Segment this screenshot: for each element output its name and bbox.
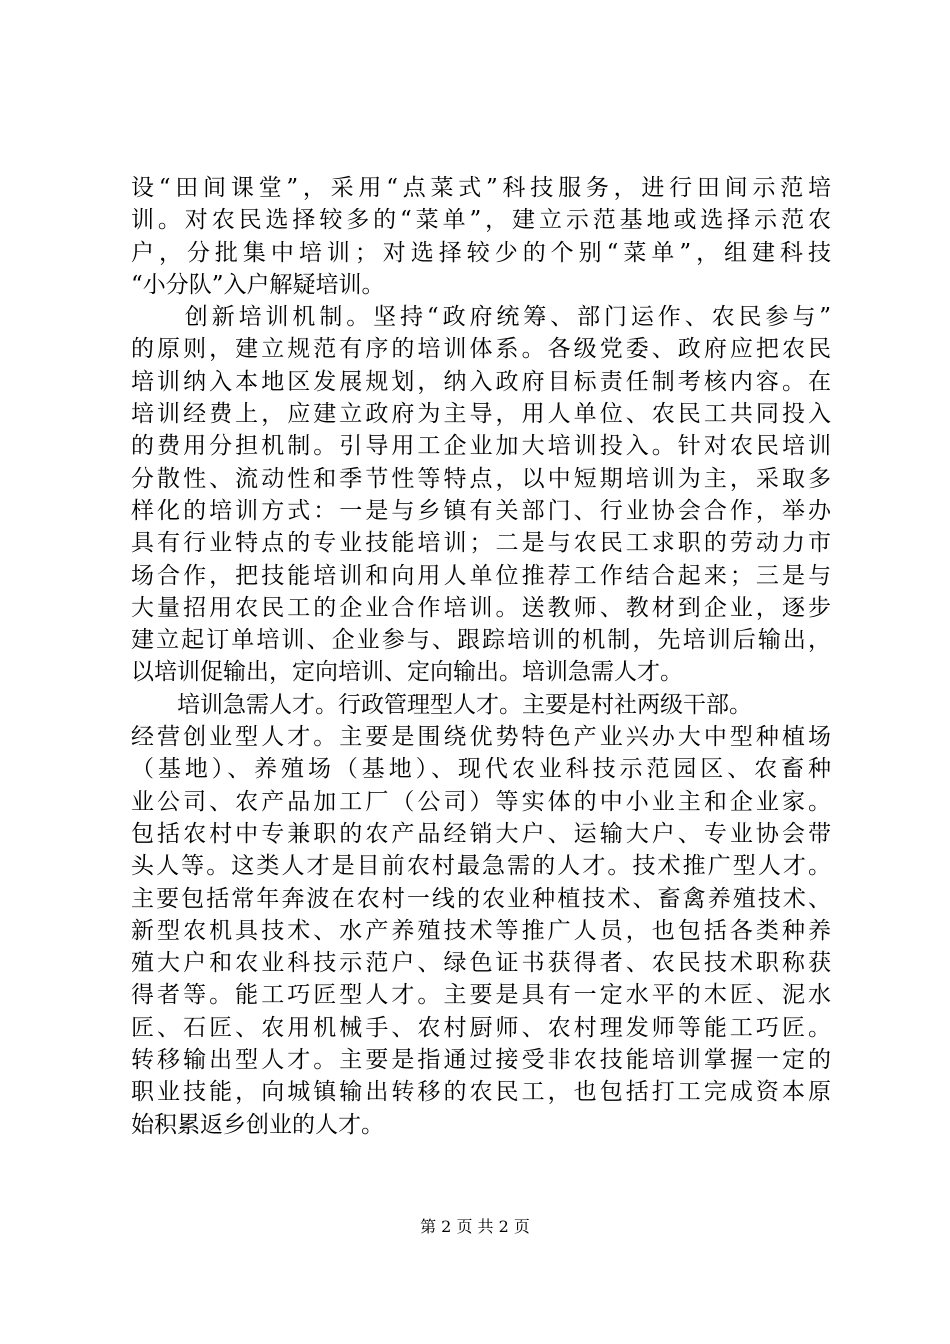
text-line: （基地）、养殖场（基地）、现代农业科技示范园区、农畜种: [131, 756, 831, 783]
text-line: 始积累返乡创业的人才。: [131, 1111, 384, 1138]
text-line: 户，分批集中培训；对选择较少的个别“菜单”，组建科技: [131, 239, 831, 266]
text-line: 转移输出型人才。主要是指通过接受非农技能培训掌握一定的: [131, 1047, 831, 1074]
text-line: 匠、石匠、农用机械手、农村厨师、农村理发师等能工巧匠。: [131, 1014, 831, 1041]
text-line: 业公司、农产品加工厂（公司）等实体的中小业主和企业家。: [131, 788, 831, 815]
text-line: 样化的培训方式：一是与乡镇有关部门、行业协会合作，举办: [131, 497, 831, 524]
text-line: 培训经费上，应建立政府为主导，用人单位、农民工共同投入: [131, 401, 831, 428]
text-line: 大量招用农民工的企业合作培训。送教师、教材到企业，逐步: [131, 594, 831, 621]
text-line: 分散性、流动性和季节性等特点，以中短期培训为主，采取多: [131, 465, 831, 492]
text-line: 培训急需人才。行政管理型人才。主要是村社两级干部。: [131, 691, 752, 718]
text-line: 场合作，把技能培训和向用人单位推荐工作结合起来；三是与: [131, 562, 831, 589]
text-line: 包括农村中专兼职的农产品经销大户、运输大户、专业协会带: [131, 820, 831, 847]
text-line: 殖大户和农业科技示范户、绿色证书获得者、农民技术职称获: [131, 950, 831, 977]
text-line: 的费用分担机制。引导用工企业加大培训投入。针对农民培训: [131, 433, 831, 460]
text-line: “小分队”入户解疑培训。: [131, 271, 385, 298]
text-line: 新型农机具技术、水产养殖技术等推广人员，也包括各类种养: [131, 917, 831, 944]
text-line: 设“田间课堂”，采用“点菜式”科技服务，进行田间示范培: [131, 175, 831, 201]
text-line: 经营创业型人才。主要是围绕优势特色产业兴办大中型种植场: [131, 724, 831, 751]
body-text: [131, 172, 831, 1141]
text-line: 主要包括常年奔波在农村一线的农业种植技术、畜禽养殖技术、: [131, 885, 831, 912]
text-line: 职业技能，向城镇输出转移的农民工，也包括打工完成资本原: [131, 1079, 831, 1106]
page-footer: 第 2 页 共 2 页: [420, 1217, 530, 1236]
text-line: 的原则，建立规范有序的培训体系。各级党委、政府应把农民: [131, 336, 831, 363]
text-line: 创新培训机制。坚持“政府统筹、部门运作、农民参与”: [131, 304, 831, 331]
text-line: 培训纳入本地区发展规划，纳入政府目标责任制考核内容。在: [131, 368, 831, 395]
text-line: 以培训促输出，定向培训、定向输出。培训急需人才。: [131, 659, 683, 686]
text-line: 具有行业特点的专业技能培训；二是与农民工求职的劳动力市: [131, 530, 831, 557]
text-line: 训。对农民选择较多的“菜单”，建立示范基地或选择示范农: [131, 207, 831, 234]
text-line: 头人等。这类人才是目前农村最急需的人才。技术推广型人才。: [131, 853, 831, 880]
text-line: 得者等。能工巧匠型人才。主要是具有一定水平的木匠、泥水: [131, 982, 831, 1009]
text-line: 建立起订单培训、企业参与、跟踪培训的机制，先培训后输出，: [131, 627, 831, 654]
